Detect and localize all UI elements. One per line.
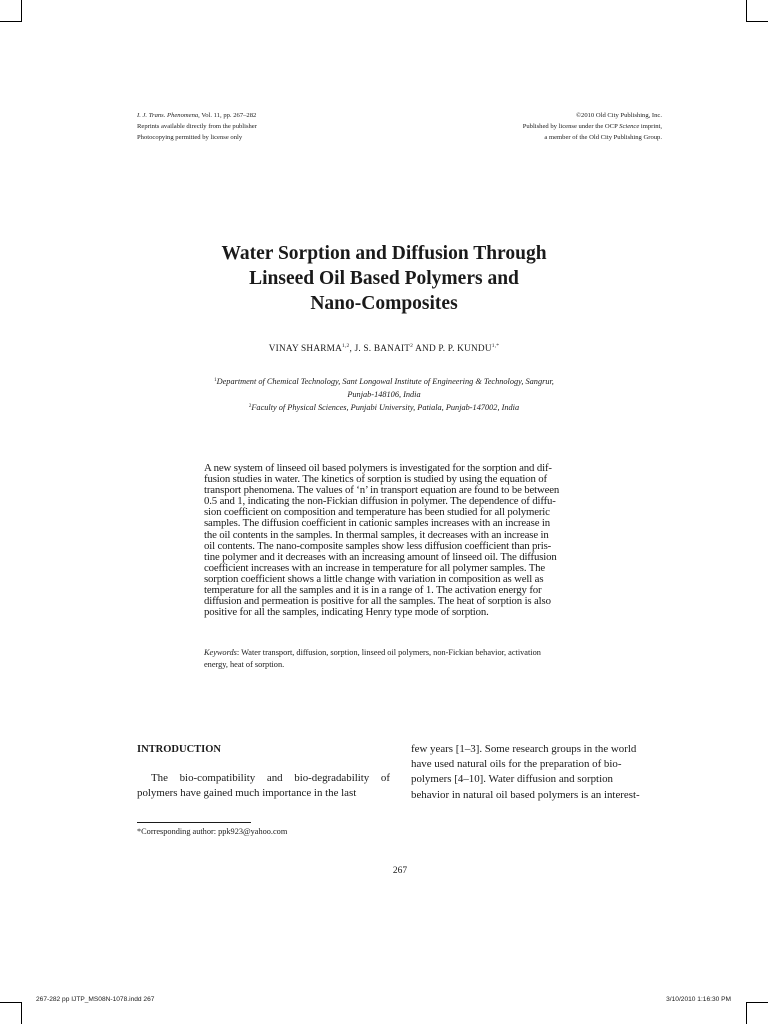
crop-mark [21,0,22,22]
body-line: few years [1–3]. Some research groups in the world [411,743,637,755]
affiliation-2 [190,401,578,415]
footnote-rule [137,822,251,823]
journal-name: I. J. Trans. Phenomena [137,112,199,119]
affiliation-text: Punjab-148106, India [347,389,421,399]
abstract-line: the oil contents in the samples. In thermal samples, it decreases with an increase in [204,528,549,541]
crop-mark [21,1002,22,1024]
abstract-line: tine polymer and it decreases with an increasing amount of linseed oil. The diffusion [204,550,557,563]
crop-mark [746,0,747,22]
title-line: Water Sorption and Diffusion Through [221,243,547,264]
publisher-header [523,110,662,143]
volume-pages: , Vol. 11, pp. 267–282 [198,112,257,119]
affiliation-number: 1, [491,343,497,349]
abstract-line: 0.5 and 1, indicating the non-Fickian diffusion in polymer. The dependence of diffu- [204,495,556,508]
abstract-line: A new system of linseed oil based polymers is investigated for the sorption and dif- [204,462,552,474]
abstract-line: oil contents. The nano-composite samples show less diffusion coefficient than pris- [204,539,552,552]
crop-mark [0,1002,22,1003]
affiliation-text: Faculty of Physical Sciences, Punjabi University, Patiala, Punjab-147002, India [251,403,520,412]
author-affiliation-mark: 1,2 [342,343,350,349]
abstract-line: transport phenomena. The values of ‘n’ in transport equation are found to be between [204,484,560,497]
abstract-line: sion coefficient on composition and temperature has been studied for all polymeric [204,506,550,519]
corresponding-author-footnote: *Corresponding author: ppk923@yahoo.com [137,827,288,836]
body-text: polymers have gained much importance in the last [137,787,357,800]
journal-citation [137,110,257,121]
abstract-line: samples. The diffusion coefficient in cationic samples increases with an increase in [204,517,550,530]
license-line [523,121,662,132]
intro-left-column [137,771,390,801]
reprint-notice: Reprints available directly from the publisher [137,123,257,130]
print-slug-timestamp: 3/10/2010 1:16:30 PM [666,996,731,1003]
title-line: Nano-Composites [310,293,458,314]
abstract-line: fusion studies in water. The kinetics of sorption is studied by using the equation of [204,473,548,486]
imprint-name: Science [619,123,640,130]
abstract-line: diffusion and permeation is positive for all the samples. The heat of sorption is also [204,595,551,608]
author-affiliation-mark: 2 [410,343,414,349]
keywords-text: : Water transport, diffusion, sorption, linseed oil polymers, non-Fickian behavior, activation [236,648,541,657]
crop-mark [746,1002,768,1003]
keywords-label: Keywords [204,648,237,657]
author-name: AND P. P. KUNDU [413,344,492,354]
page-number: 267 [392,866,408,876]
body-line: have used natural oils for the preparation of bio- [411,758,622,771]
affiliation-text: Department of Chemical Technology, Sant Longowal Institute of Engineering & Technology, Sangrur, [216,377,554,386]
keywords [204,647,597,670]
paper-title [150,241,618,316]
body-line: polymers [4–10]. Water diffusion and sorption [411,773,613,786]
keywords-text: energy, heat of sorption. [204,659,285,669]
crop-mark [746,21,768,22]
affiliation-mark: 1 [214,378,217,383]
author-name: , J. S. BANAIT [349,344,411,354]
abstract-line: positive for all the samples, indicating Henry type mode of sorption. [204,606,489,619]
affiliation-1 [190,375,578,389]
crop-mark [746,1002,747,1024]
journal-header [137,110,257,143]
crop-mark [0,21,22,22]
publisher-group-line: a member of the Old City Publishing Group. [544,134,662,141]
author-affiliation-mark [492,343,499,349]
abstract-line: temperature for all the samples and it is in a range of 1. The activation energy for [204,584,542,597]
copyright-line: ©2010 Old City Publishing, Inc. [576,112,662,119]
photocopy-notice: Photocopying permitted by license only [137,134,243,141]
print-slug-file: 267-282 pp IJTP_MS08N-1078.indd 267 [36,996,155,1003]
section-heading-introduction: INTRODUCTION [137,744,222,755]
abstract-line: sorption coefficient shows a little change with variation in composition as well as [204,572,544,585]
author-list [150,343,618,354]
license-text-end: imprint, [639,123,662,130]
body-text: The bio-compatibility and bio-degradability of [151,772,390,784]
abstract-line: coefficient increases with an increase in temperature for all polymer samples. The [204,561,546,574]
affiliations [190,375,578,415]
license-text: Published by license under the OCP [522,123,620,130]
corresponding-mark: * [496,343,500,349]
author-name: VINAY SHARMA [268,344,343,354]
body-line: behavior in natural oil based polymers is an interest- [411,788,640,801]
abstract [204,463,597,618]
affiliation-mark: 2 [248,404,252,409]
intro-right-column [411,742,663,803]
title-line: Linseed Oil Based Polymers and [249,268,519,289]
keywords-line [204,647,597,659]
